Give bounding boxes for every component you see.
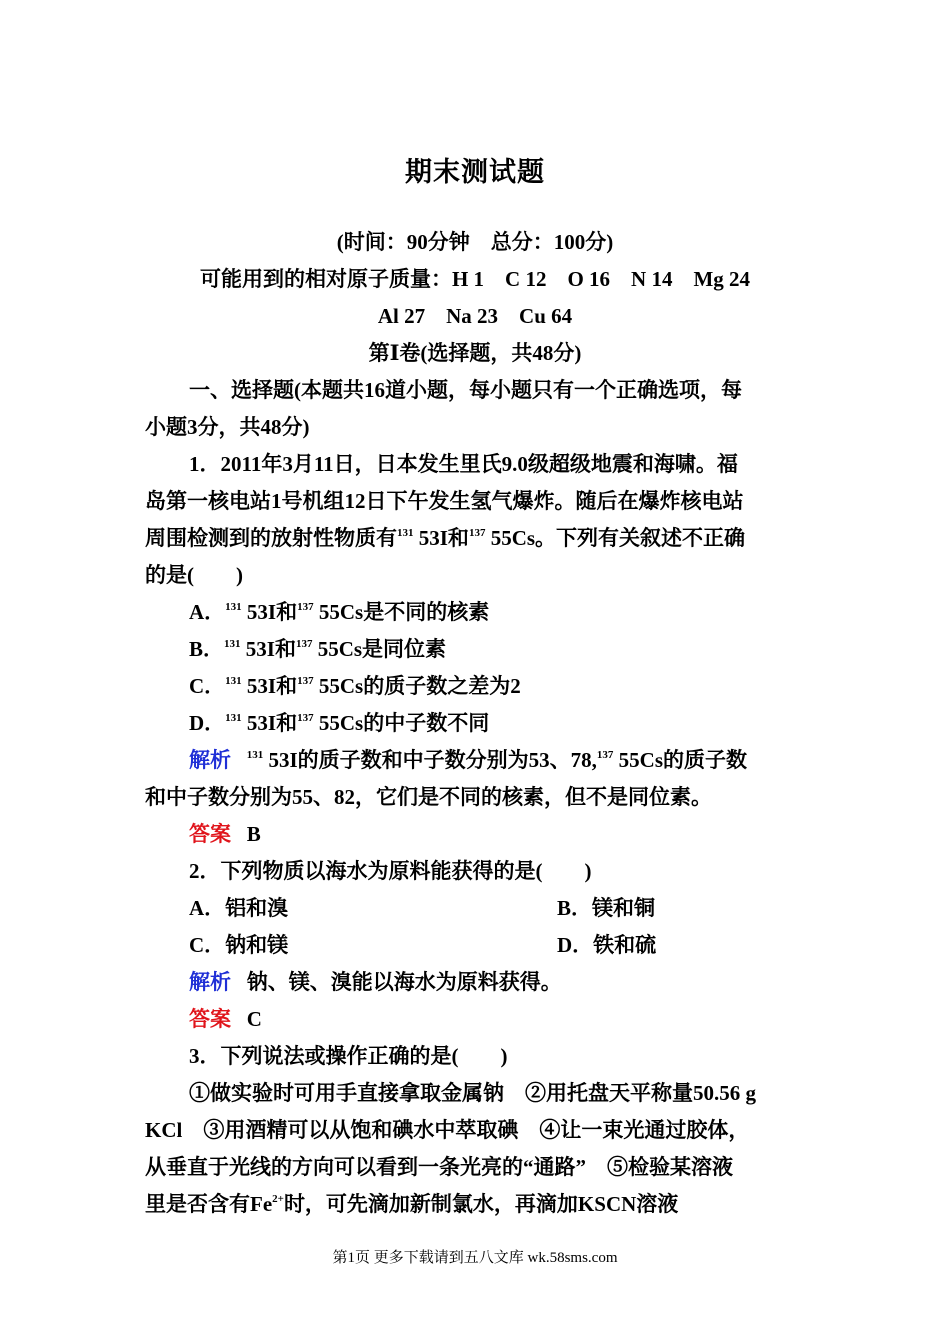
q1-option-c: C．$^{131}$ 53I和$^{137}$ 55Cs的质子数之差为2 [189,674,521,698]
q3-statements-line-3: 从垂直于光线的方向可以看到一条光亮的“通路” ⑤检验某溶液 [145,1155,733,1179]
exam-time-info: (时间：90分钟 总分：100分) [336,230,614,254]
q2-option-d: D．铁和硫 [557,933,657,957]
q2-options-row-2 [189,930,657,960]
answer-label: 答案 [189,822,231,846]
q1-option-a: A．$^{131}$ 53I和$^{137}$ 55Cs是不同的核素 [189,600,490,624]
q1-analysis: 解析 $^{131}$ 53I的质子数和中子数分别为53、78,$^{137}$ 55Cs的质子数 [189,748,748,772]
analysis-label: 解析 [189,748,231,772]
q1-stem-line-2: 岛第一核电站1号机组12日下午发生氢气爆炸。随后在爆炸核电站 [145,489,744,513]
q1-stem-line-3: 周围检测到的放射性物质有$^{131}$ 53I和$^{137}$ 55Cs。下列有关叙述不正确 [145,526,746,550]
page-footer: 第1页 更多下载请到五八文库 wk.58sms.com [332,1250,618,1266]
q1-option-b: B．$^{131}$ 53I和$^{137}$ 55Cs是同位素 [189,637,447,661]
mass-number-cs: 137 [468,527,486,539]
q2-options-row-1 [189,893,656,923]
section-heading: 一、选择题(本题共16道小题，每小题只有一个正确选项，每 [189,378,742,402]
q2-option-c: C．钠和镁 [189,933,289,957]
q2-answer [189,1004,262,1034]
page-title: 期末测试题 [405,157,545,187]
q3-stem: 3．下列说法或操作正确的是( ) [189,1044,508,1068]
atomic-mass-line-1: 可能用到的相对原子质量：H 1 C 12 O 16 N 14 Mg 24 [199,267,751,291]
q2-stem: 2．下列物质以海水为原料能获得的是( ) [189,859,592,883]
q3-statements-line-2: KCl ③用酒精可以从饱和碘水中萃取碘 ④让一束光通过胶体， [145,1118,750,1142]
answer-value: C [246,1007,262,1031]
q1-analysis-cont: 和中子数分别为55、82，它们是不同的核素，但不是同位素。 [145,785,712,809]
fe-charge: 2+ [272,1193,284,1205]
analysis-label: 解析 [189,970,231,994]
q3-statements-line-1: ①做实验时可用手直接拿取金属钠 ②用托盘天平称量50.56 g [189,1081,756,1105]
q1-option-d: D．$^{131}$ 53I和$^{137}$ 55Cs的中子数不同 [189,711,490,735]
volume-heading: 第Ⅰ卷(选择题，共48分) [368,341,582,365]
answer-value: B [246,822,261,846]
q1-stem-line-1: 1．2011年3月11日，日本发生里氏9.0级超级地震和海啸。福 [189,452,738,476]
q2-option-b: B．镁和铜 [557,896,656,920]
q3-statements-line-4: 里是否含有$Fe^{2+}$时，可先滴加新制氯水，再滴加KSCN溶液 [145,1192,679,1216]
q2-option-a: A．铝和溴 [189,896,289,920]
mass-number-i: 131 [397,527,414,539]
q1-stem-line-4: 的是( ) [145,563,243,587]
q1-answer [189,819,261,849]
atomic-mass-line-2: Al 27 Na 23 Cu 64 [377,304,573,328]
q2-analysis: 解析 钠、镁、溴能以海水为原料获得。 [189,970,562,994]
section-heading-cont: 小题3分，共48分) [145,415,310,439]
answer-label: 答案 [189,1007,231,1031]
